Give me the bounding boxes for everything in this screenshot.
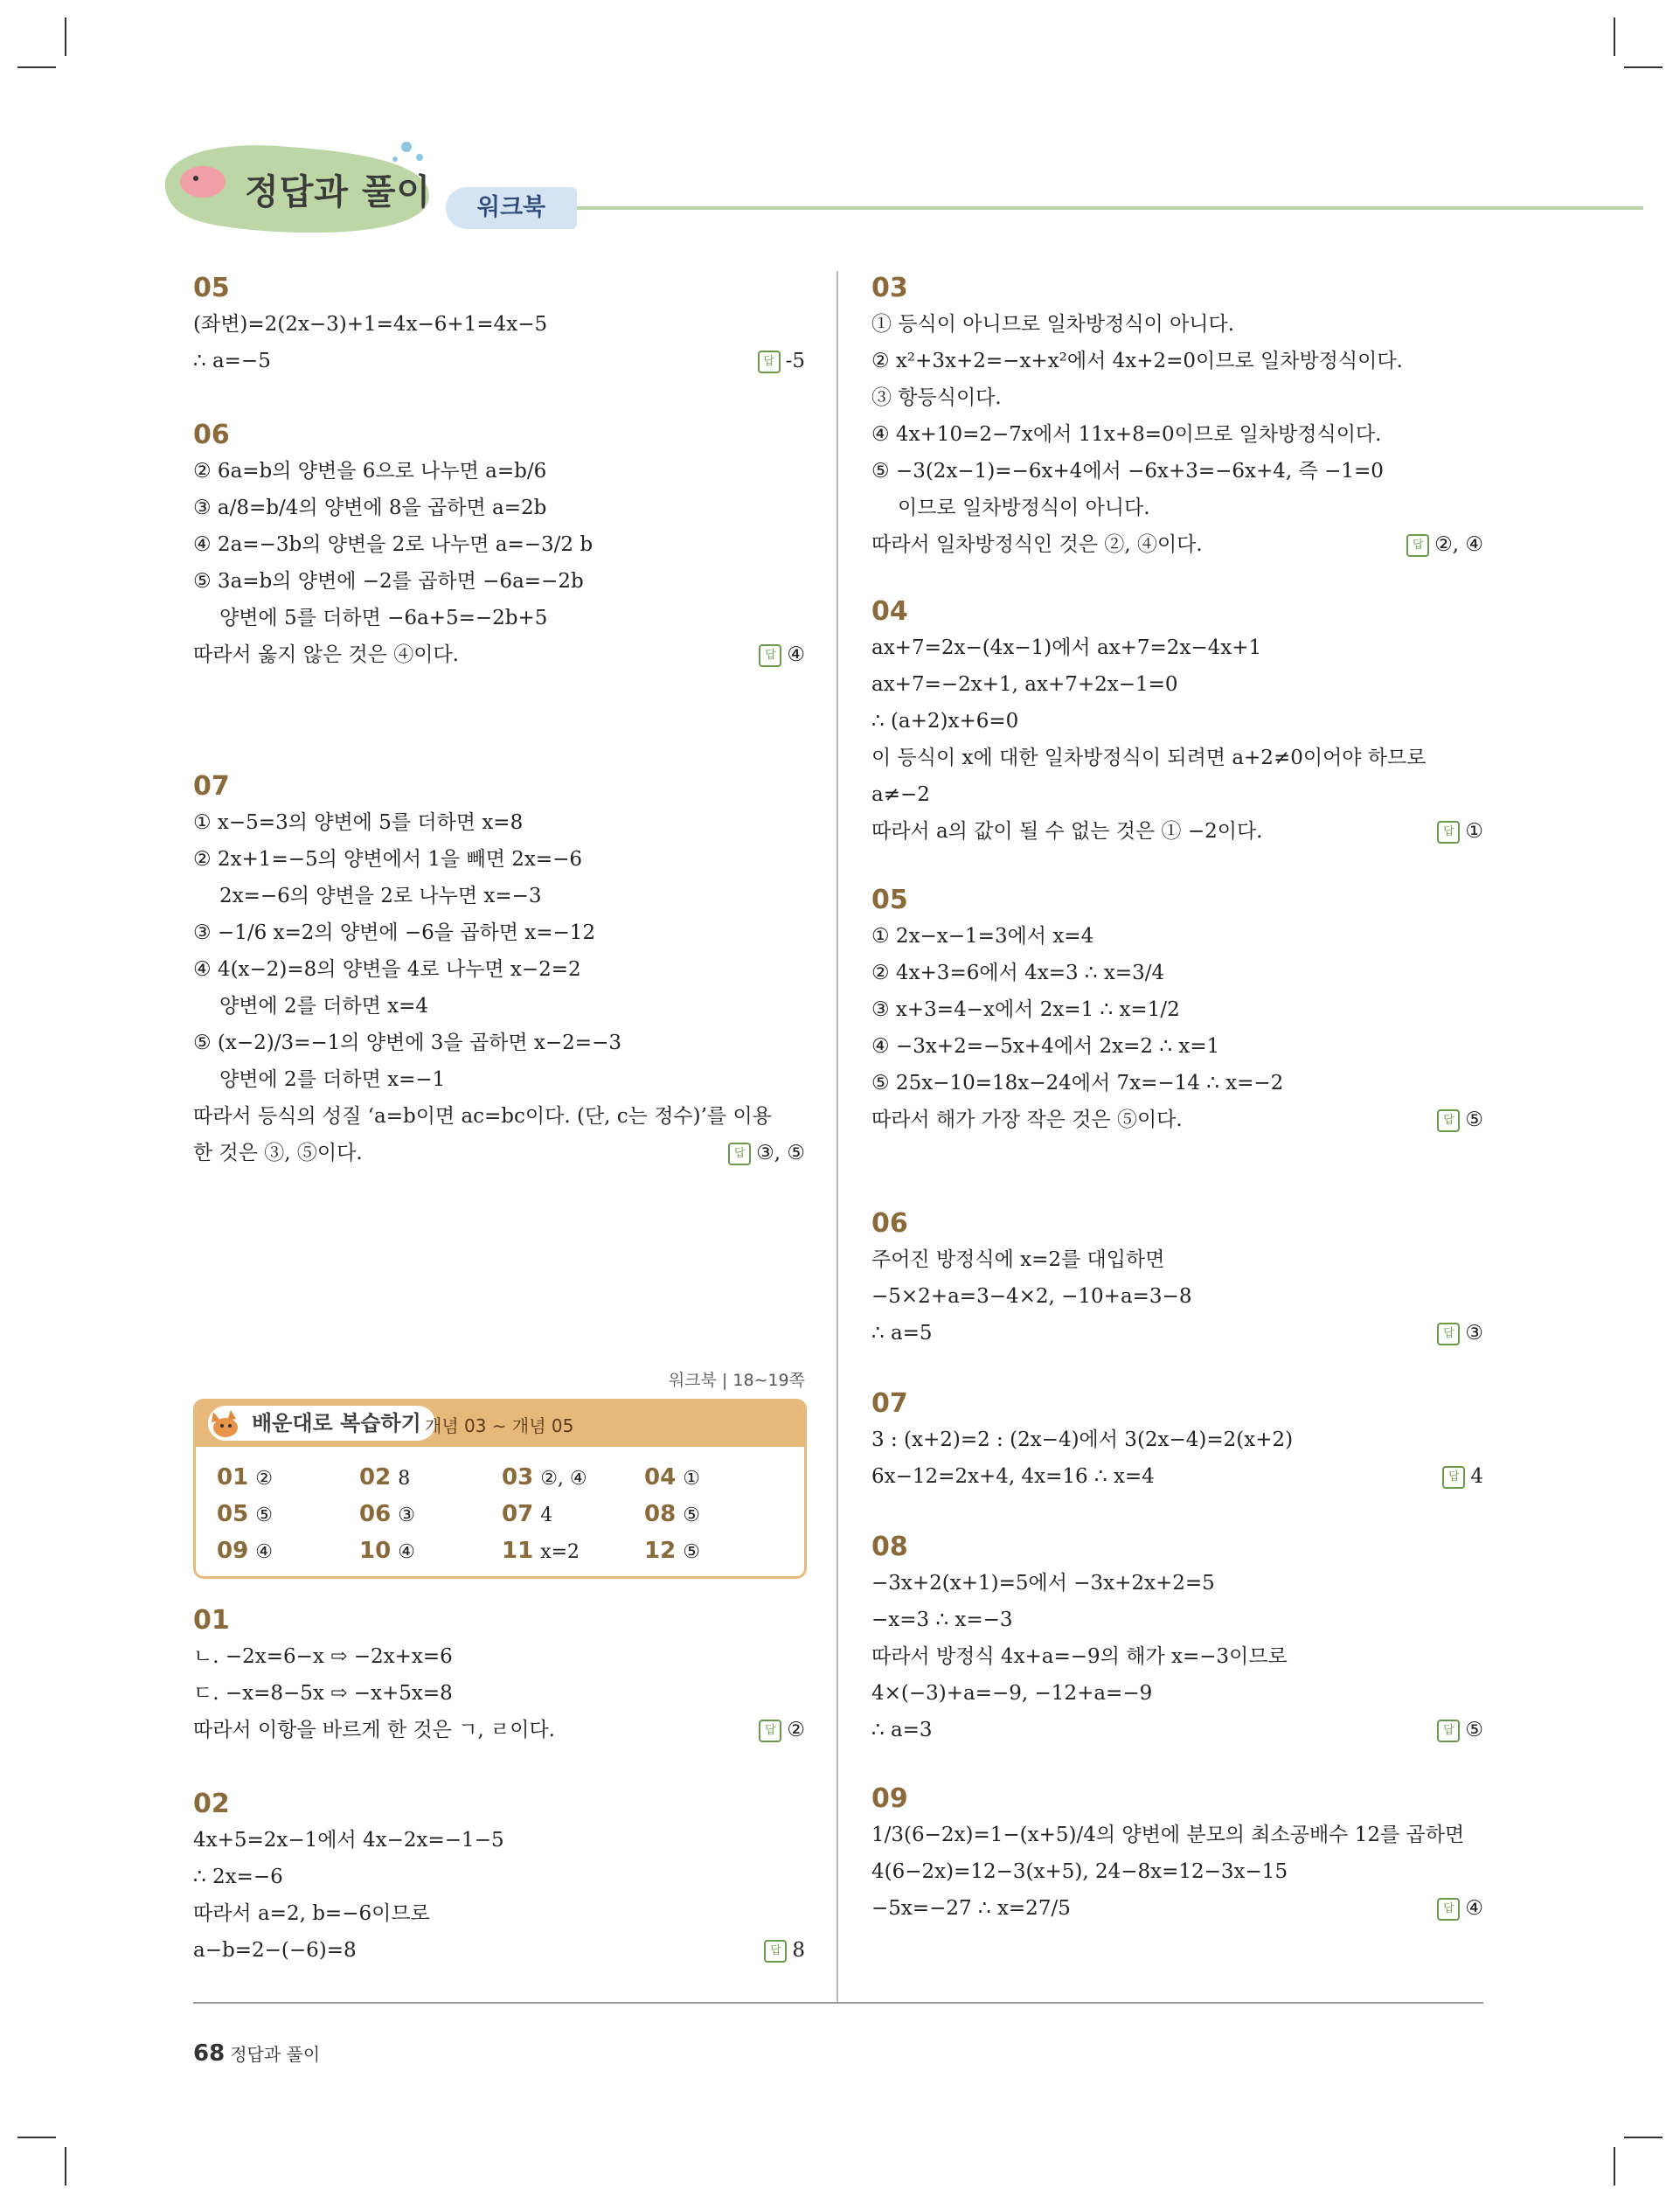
solution-line: 양변에 2를 더하면 x=−1 — [219, 1068, 446, 1091]
solution-line — [871, 813, 1483, 850]
answer-badge-icon: 답 — [759, 644, 781, 667]
answer — [764, 1932, 805, 1969]
review-problem-06 — [871, 1206, 1483, 1352]
problem-number: 07 — [871, 1388, 908, 1419]
review-val: ⑤ — [683, 1541, 700, 1563]
answer — [1406, 526, 1483, 563]
solution-line: ④ 4(x−2)=8의 양변을 4로 나누면 x−2=2 — [193, 958, 581, 981]
line-text: 6x−12=2x+4, 4x=16 ∴ x=4 — [871, 1465, 1155, 1488]
review-answer — [359, 1501, 415, 1527]
solution-line: ⑤ −3(2x−1)=−6x+4에서 −6x+3=−6x+4, 즉 −1=0 — [871, 460, 1384, 483]
solution-line — [871, 1102, 1483, 1138]
answer — [1437, 1890, 1483, 1927]
header-tag: 워크북 — [446, 187, 577, 229]
bottom-rule — [193, 2002, 1483, 2004]
solution-line — [871, 1712, 1483, 1748]
solution-line: ④ −3x+2=−5x+4에서 2x=2 ∴ x=1 — [871, 1035, 1220, 1058]
answer-value: ③, ⑤ — [756, 1142, 805, 1164]
review-problem-08 — [871, 1530, 1483, 1748]
page-number: 68 — [193, 2040, 226, 2067]
review-answer — [502, 1538, 580, 1564]
answer-badge-icon: 답 — [1437, 1898, 1460, 1921]
page-header — [157, 140, 1643, 245]
problem-number: 06 — [871, 1208, 908, 1239]
problem-number: 05 — [193, 273, 230, 303]
review-source: 워크북 | 18∼19쪽 — [668, 1371, 805, 1390]
review-val: ②, ④ — [540, 1468, 587, 1490]
problem-number: 09 — [871, 1783, 908, 1814]
answer-value: ⑤ — [1465, 1719, 1483, 1741]
review-answer — [644, 1501, 700, 1527]
answer-value: ④ — [787, 643, 805, 666]
solution-line — [871, 1315, 1483, 1352]
solution-line: ③ 항등식이다. — [871, 386, 1002, 409]
answer-badge-icon: 답 — [1437, 1720, 1460, 1742]
review-num: 10 — [359, 1538, 392, 1564]
answer-value: ② — [787, 1719, 805, 1741]
review-val: ④ — [398, 1541, 415, 1563]
solution-line: 양변에 5를 더하면 −6a+5=−2b+5 — [219, 607, 548, 629]
review-answer — [217, 1538, 273, 1564]
solution-line — [193, 1932, 805, 1969]
header-title: 정답과 풀이 — [245, 172, 432, 212]
solution-line: ④ 2a=−3b의 양변을 2로 나누면 a=−3/2 b — [193, 533, 594, 556]
answer-badge-icon: 답 — [1437, 1323, 1460, 1345]
problem-07 — [193, 769, 805, 1171]
solution-line — [193, 1712, 805, 1748]
line-text: 한 것은 ③, ⑤이다. — [193, 1142, 363, 1164]
review-val: 8 — [398, 1468, 411, 1490]
solution-line: ㄴ. −2x=6−x ⇨ −2x+x=6 — [193, 1645, 453, 1668]
review-num: 02 — [359, 1464, 392, 1491]
answer — [759, 636, 805, 673]
solution-line: ② 4x+3=6에서 4x=3 ∴ x=3/4 — [871, 962, 1165, 984]
answer — [728, 1135, 805, 1171]
crop-mark — [1614, 2147, 1615, 2186]
review-title: 배운대로 복습하기 — [208, 1406, 435, 1441]
problem-number: 03 — [871, 273, 908, 303]
review-answer — [217, 1501, 273, 1527]
answer — [758, 343, 805, 379]
solution-line: ④ 4x+10=2−7x에서 11x+8=0이므로 일차방정식이다. — [871, 423, 1382, 446]
review-val: ② — [255, 1468, 273, 1490]
solution-line: ⑤ 3a=b의 양변에 −2를 곱하면 −6a=−2b — [193, 570, 584, 593]
line-text: a−b=2−(−6)=8 — [193, 1939, 357, 1962]
problem-number: 01 — [193, 1605, 230, 1636]
line-text: ∴ a=3 — [871, 1719, 933, 1741]
answer-value: ① — [1465, 820, 1483, 843]
review-answer — [359, 1464, 410, 1491]
solution-line — [871, 1890, 1483, 1927]
review-problem-09 — [871, 1782, 1483, 1927]
solution-line: ⑤ (x−2)/3=−1의 양변에 3을 곱하면 x−2=−3 — [193, 1032, 621, 1054]
review-num: 03 — [502, 1464, 534, 1491]
review-problem-03 — [871, 271, 1483, 563]
answer-value: 4 — [1470, 1465, 1483, 1488]
solution-line — [193, 1135, 805, 1171]
crop-mark — [65, 2147, 66, 2186]
solution-line: 양변에 2를 더하면 x=4 — [219, 995, 428, 1018]
line-text: 따라서 옳지 않은 것은 ④이다. — [193, 643, 459, 666]
crop-mark — [17, 2137, 56, 2138]
line-text: −5x=−27 ∴ x=27/5 — [871, 1897, 1071, 1920]
review-val: ④ — [255, 1541, 273, 1563]
review-num: 12 — [644, 1538, 677, 1564]
solution-line: ① 2x−x−1=3에서 x=4 — [871, 925, 1094, 948]
review-num: 07 — [502, 1501, 534, 1527]
review-header — [196, 1401, 804, 1447]
review-problem-04 — [871, 594, 1483, 850]
header-rule — [577, 206, 1643, 210]
solution-line: ② 2x+1=−5의 양변에서 1을 빼면 2x=−6 — [193, 848, 583, 871]
solution-line: ② 6a=b의 양변을 6으로 나누면 a=b/6 — [193, 460, 547, 483]
answer — [1437, 813, 1483, 850]
crop-mark — [17, 66, 56, 68]
answer-badge-icon: 답 — [728, 1143, 751, 1165]
crop-mark — [1624, 66, 1663, 68]
problem-number: 07 — [193, 771, 230, 802]
answer-badge-icon: 답 — [1406, 534, 1429, 557]
column-divider — [837, 271, 838, 2002]
answer-value: -5 — [785, 350, 805, 372]
solution-line: −x=3 ∴ x=−3 — [871, 1609, 1013, 1631]
crop-mark — [1624, 2137, 1663, 2138]
solution-line: ③ a/8=b/4의 양변에 8을 곱하면 a=2b — [193, 497, 547, 519]
answer-value: ⑤ — [1465, 1108, 1483, 1131]
answer — [759, 1712, 805, 1748]
answer-value: ②, ④ — [1434, 533, 1483, 556]
problem-number: 02 — [193, 1789, 230, 1819]
answer-value: 8 — [792, 1939, 805, 1962]
review-num: 06 — [359, 1501, 392, 1527]
review-answer — [644, 1538, 700, 1564]
line-text: 따라서 이항을 바르게 한 것은 ㄱ, ㄹ이다. — [193, 1719, 555, 1741]
solution-line: 이 등식이 x에 대한 일차방정식이 되려면 a+2≠0이어야 하므로 — [871, 747, 1427, 769]
solution-line: 따라서 등식의 성질 ‘a=b이면 ac=bc이다. (단, c는 정수)’를 이용 — [193, 1105, 772, 1128]
solution-line: (좌변)=2(2x−3)+1=4x−6+1=4x−5 — [193, 313, 548, 336]
solution-line: 4×(−3)+a=−9, −12+a=−9 — [871, 1682, 1153, 1705]
review-box — [193, 1399, 807, 1579]
solution-line: ax+7=2x−(4x−1)에서 ax+7=2x−4x+1 — [871, 636, 1262, 659]
crop-mark — [1614, 17, 1615, 56]
review-problem-02 — [193, 1787, 805, 1969]
solution-line: ② x²+3x+2=−x+x²에서 4x+2=0이므로 일차방정식이다. — [871, 350, 1403, 372]
answer — [1437, 1712, 1483, 1748]
review-num: 09 — [217, 1538, 249, 1564]
answer-value: ③ — [1465, 1322, 1483, 1345]
problem-number: 04 — [871, 596, 908, 627]
review-problem-01 — [193, 1603, 805, 1748]
solution-line: 2x=−6의 양변을 2로 나누면 x=−3 — [219, 885, 542, 907]
solution-line: ③ x+3=4−x에서 2x=1 ∴ x=1/2 — [871, 998, 1180, 1021]
solution-line: ∴ 2x=−6 — [193, 1866, 283, 1888]
solution-line: −3x+2(x+1)=5에서 −3x+2x+2=5 — [871, 1572, 1215, 1595]
solution-line: ③ −1/6 x=2의 양변에 −6을 곱하면 x=−12 — [193, 921, 596, 944]
review-val: 4 — [540, 1505, 553, 1526]
answer-badge-icon: 답 — [1437, 1109, 1460, 1132]
solution-line: 이므로 일차방정식이 아니다. — [898, 497, 1150, 519]
review-answer — [502, 1501, 552, 1527]
problem-05 — [193, 271, 805, 379]
solution-line: ㄷ. −x=8−5x ⇨ −x+5x=8 — [193, 1682, 453, 1705]
solution-line: a≠−2 — [871, 783, 930, 806]
solution-line: ① x−5=3의 양변에 5를 더하면 x=8 — [193, 811, 524, 834]
review-answer — [217, 1464, 273, 1491]
review-num: 11 — [502, 1538, 534, 1564]
problem-06 — [193, 418, 805, 673]
review-val: ① — [683, 1468, 700, 1490]
solution-line: 주어진 방정식에 x=2를 대입하면 — [871, 1248, 1165, 1271]
solution-line — [871, 526, 1483, 563]
solution-line: 따라서 방정식 4x+a=−9의 해가 x=−3이므로 — [871, 1645, 1288, 1668]
review-answer — [644, 1464, 700, 1491]
solution-line — [193, 343, 805, 379]
review-val: ⑤ — [255, 1505, 273, 1526]
answer-badge-icon: 답 — [764, 1940, 787, 1963]
answer-badge-icon: 답 — [1437, 821, 1460, 844]
line-text: 따라서 해가 가장 작은 것은 ⑤이다. — [871, 1108, 1183, 1131]
answer — [1442, 1458, 1483, 1495]
review-answer — [502, 1464, 587, 1491]
page-footer — [193, 2040, 320, 2067]
review-answer — [359, 1538, 415, 1564]
solution-line — [871, 1458, 1483, 1495]
review-num: 05 — [217, 1501, 249, 1527]
crop-mark — [65, 17, 66, 56]
solution-line — [193, 636, 805, 673]
solution-line: 1/3(6−2x)=1−(x+5)/4의 양변에 분모의 최소공배수 12를 곱하면 — [871, 1824, 1465, 1846]
answer-badge-icon: 답 — [758, 351, 781, 373]
review-val: ⑤ — [683, 1505, 700, 1526]
problem-number: 08 — [871, 1532, 908, 1562]
solution-line: ⑤ 25x−10=18x−24에서 7x=−14 ∴ x=−2 — [871, 1072, 1284, 1095]
line-text: ∴ a=−5 — [193, 350, 271, 372]
review-range: 개념 03 ∼ 개념 05 — [425, 1415, 574, 1436]
answer — [1437, 1315, 1483, 1352]
review-val: ③ — [398, 1505, 415, 1526]
line-text: ∴ a=5 — [871, 1322, 933, 1345]
problem-number: 05 — [871, 885, 908, 915]
solution-line: 따라서 a=2, b=−6이므로 — [193, 1902, 430, 1925]
solution-line: 4(6−2x)=12−3(x+5), 24−8x=12−3x−15 — [871, 1860, 1288, 1883]
answer — [1437, 1102, 1483, 1138]
solution-line: ① 등식이 아니므로 일차방정식이 아니다. — [871, 313, 1235, 336]
answer-badge-icon: 답 — [759, 1720, 781, 1742]
review-problem-05 — [871, 883, 1483, 1138]
solution-line: −5×2+a=3−4×2, −10+a=3−8 — [871, 1285, 1192, 1308]
solution-line: ax+7=−2x+1, ax+7+2x−1=0 — [871, 673, 1178, 696]
review-num: 04 — [644, 1464, 677, 1491]
answer-badge-icon: 답 — [1442, 1466, 1465, 1489]
problem-number: 06 — [193, 420, 230, 450]
line-text: 따라서 a의 값이 될 수 없는 것은 ① −2이다. — [871, 820, 1263, 843]
line-text: 따라서 일차방정식인 것은 ②, ④이다. — [871, 533, 1203, 556]
solution-line: 4x+5=2x−1에서 4x−2x=−1−5 — [193, 1829, 504, 1852]
solution-line: ∴ (a+2)x+6=0 — [871, 710, 1019, 733]
fox-icon — [208, 1403, 246, 1442]
solution-line: 3 : (x+2)=2 : (2x−4)에서 3(2x−4)=2(x+2) — [871, 1428, 1294, 1451]
review-num: 08 — [644, 1501, 677, 1527]
review-num: 01 — [217, 1464, 249, 1491]
review-problem-07 — [871, 1386, 1483, 1495]
answer-value: ④ — [1465, 1897, 1483, 1920]
review-val: x=2 — [540, 1541, 580, 1563]
footer-label: 정답과 풀이 — [230, 2044, 321, 2065]
